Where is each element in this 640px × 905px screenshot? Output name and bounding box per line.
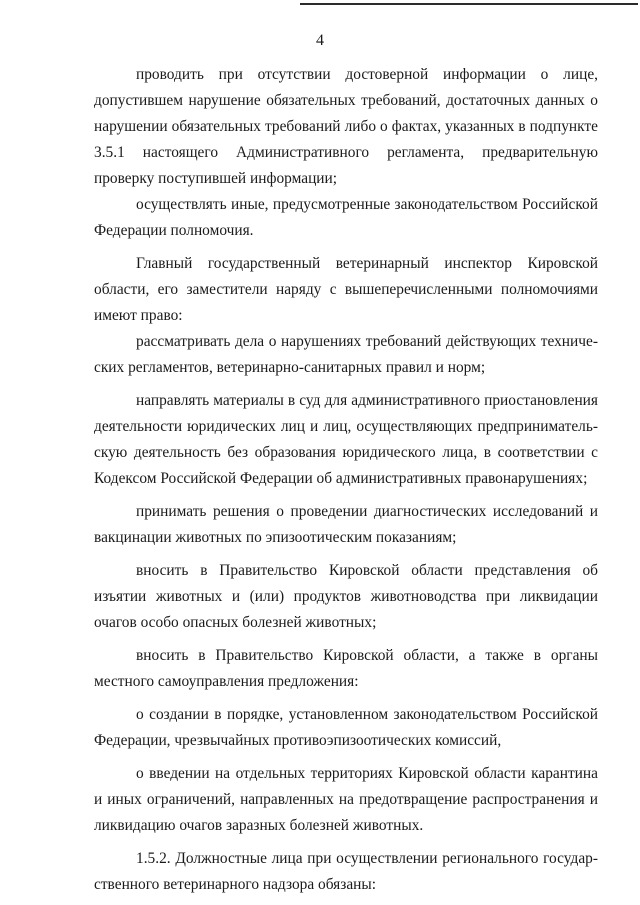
paragraph-diagnostics-vaccination: принимать решения о проведении диагностических исследований и вакцинации животных по эпизоотическим показаниям; [94,503,598,546]
paragraph-send-to-court: направлять материалы в суд для административного приостановления деятельности юридических лиц и лиц, осуществляющих предпринимательскую деятельность без образования юридического лица, в соответствии с Кодексом Российской Федерации об административных правонарушениях; [94,392,598,487]
paragraph-chief-inspector-rights: Главный государственный ветеринарный инспектор Кировской области, его заместители наряду с вышеперечисленными полномочиями имеют право: [94,255,598,324]
paragraph-preliminary-check: проводить при отсутствии достоверной информации о лице, допустившем нарушение обязательных требований, достаточных данных о нарушении обязательных требований либо о фактах, указанных в подпункте 3.5.1 настоящего Административного регламента, предварительную проверку поступившей информации; [94,66,598,187]
paragraph-quarantine: о введении на отдельных территориях Кировской области карантина и иных ограничений, направленных на предотвращение распространения и ликвидацию очагов заразных болезней животных. [94,765,598,834]
paragraph-other-powers: осуществлять иные, предусмотренные законодательством Российской Федерации полномочия. [94,196,598,239]
paragraph-consider-cases: рассматривать дела о нарушениях требований действующих технических регламентов, ветеринарно-санитарных правил и норм; [94,333,598,376]
body-text [94,62,598,905]
paragraph-proposals-government: вносить в Правительство Кировской области, а также в органы местного самоуправления предложения: [94,647,598,690]
paragraph-withdrawal-animals: вносить в Правительство Кировской области представления об изъятии животных и (или) продуктов животноводства при ликвидации очагов особо опасных болезней животных; [94,562,598,631]
paragraph-emergency-commissions: о создании в порядке, установленном законодательством Российской Федерации, чрезвычайных противоэпизоотических комиссий, [94,706,598,749]
page-number: 4 [316,32,324,49]
paragraph-officials-obliged: 1.5.2. Должностные лица при осуществлении регионального государственного ветеринарного надзора обязаны: [94,850,598,893]
top-rule [300,3,638,5]
